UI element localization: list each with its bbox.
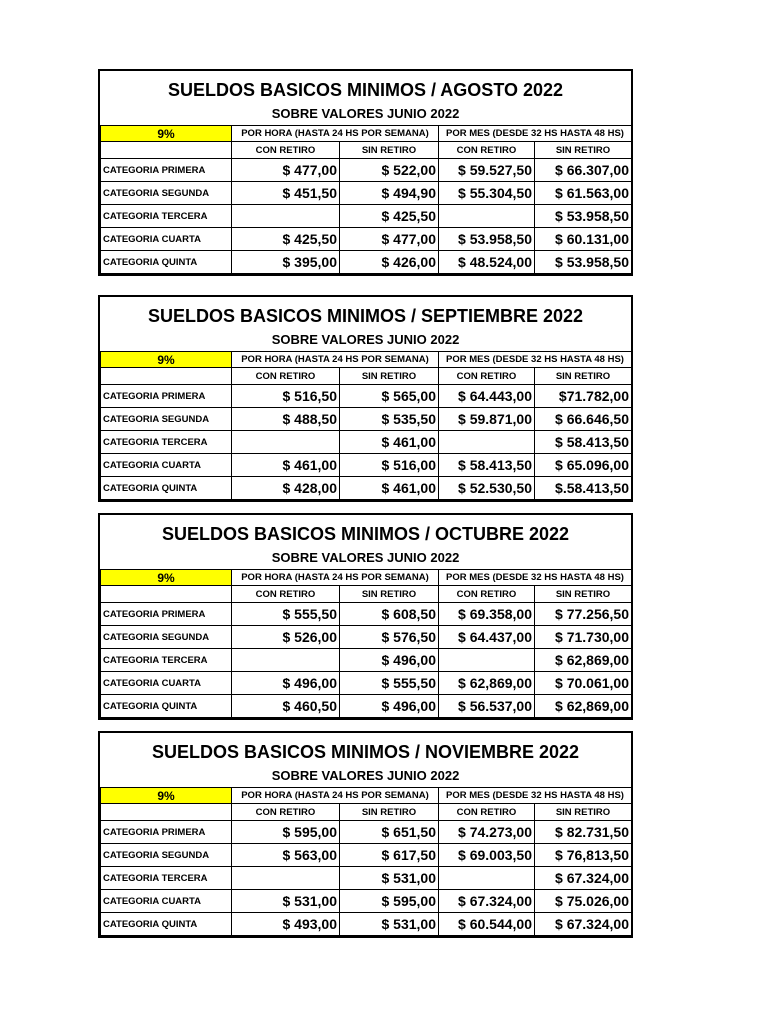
empty-header-cell [101, 142, 232, 159]
subheader-cell: CON RETIRO [439, 142, 535, 159]
value-cell: $ 426,00 [340, 251, 439, 274]
salary-table [100, 125, 632, 274]
value-cell: $ 460,50 [232, 695, 340, 718]
value-cell: $ 496,00 [340, 695, 439, 718]
empty-header-cell [101, 804, 232, 821]
subheader-cell: SIN RETIRO [535, 142, 632, 159]
value-cell: $ 67.324,00 [439, 890, 535, 913]
percent-cell: 9% [101, 570, 232, 586]
table-row [101, 228, 632, 251]
category-cell: CATEGORIA SEGUNDA [101, 182, 232, 205]
value-cell: $ 69.003,50 [439, 844, 535, 867]
value-cell: $ 67.324,00 [535, 913, 632, 936]
salary-table [100, 351, 632, 500]
value-cell: $ 461,00 [232, 454, 340, 477]
value-cell: $ 451,50 [232, 182, 340, 205]
value-cell: $ 516,50 [232, 385, 340, 408]
header-monthly: POR MES (DESDE 32 HS HASTA 48 HS) [439, 126, 632, 142]
table-row [101, 205, 632, 228]
value-cell: $ 563,00 [232, 844, 340, 867]
value-cell: $ 488,50 [232, 408, 340, 431]
table-row [101, 603, 632, 626]
table-subtitle: SOBRE VALORES JUNIO 2022 [271, 106, 460, 121]
value-cell: $ 576,50 [340, 626, 439, 649]
value-cell: $ 60.544,00 [439, 913, 535, 936]
value-cell: $ 65.096,00 [535, 454, 632, 477]
category-cell: CATEGORIA QUINTA [101, 695, 232, 718]
subheader-cell: SIN RETIRO [535, 586, 632, 603]
value-cell: $ 535,50 [340, 408, 439, 431]
value-cell: $ 617,50 [340, 844, 439, 867]
value-cell: $71.782,00 [535, 385, 632, 408]
value-cell: $ 69.358,00 [439, 603, 535, 626]
empty-header-cell [101, 368, 232, 385]
table-row [101, 251, 632, 274]
value-cell: $ 61.563,00 [535, 182, 632, 205]
header-monthly: POR MES (DESDE 32 HS HASTA 48 HS) [439, 788, 632, 804]
value-cell: $ 82.731,50 [535, 821, 632, 844]
table-row [101, 385, 632, 408]
subheader-cell: SIN RETIRO [340, 142, 439, 159]
header-monthly: POR MES (DESDE 32 HS HASTA 48 HS) [439, 570, 632, 586]
table-title: SUELDOS BASICOS MINIMOS / OCTUBRE 2022 [161, 524, 570, 544]
value-cell [439, 867, 535, 890]
value-cell: $ 595,00 [232, 821, 340, 844]
header-hourly: POR HORA (HASTA 24 HS POR SEMANA) [232, 352, 439, 368]
category-cell: CATEGORIA PRIMERA [101, 821, 232, 844]
subheader-cell: SIN RETIRO [340, 368, 439, 385]
value-cell: $ 526,00 [232, 626, 340, 649]
value-cell: $ 531,00 [340, 913, 439, 936]
table-row [101, 182, 632, 205]
value-cell: $ 62,869,00 [535, 695, 632, 718]
category-cell: CATEGORIA CUARTA [101, 672, 232, 695]
value-cell: $ 58.413,50 [535, 431, 632, 454]
value-cell: $ 531,00 [340, 867, 439, 890]
value-cell: $ 76,813,50 [535, 844, 632, 867]
value-cell: $ 53.958,50 [535, 205, 632, 228]
value-cell: $ 477,00 [340, 228, 439, 251]
subheader-cell: SIN RETIRO [535, 804, 632, 821]
value-cell [439, 205, 535, 228]
value-cell: $ 496,00 [340, 649, 439, 672]
value-cell: $ 425,50 [340, 205, 439, 228]
value-cell: $ 55.304,50 [439, 182, 535, 205]
table-row [101, 844, 632, 867]
value-cell: $ 428,00 [232, 477, 340, 500]
value-cell: $ 59.871,00 [439, 408, 535, 431]
table-row [101, 431, 632, 454]
subheader-cell: CON RETIRO [232, 586, 340, 603]
value-cell: $ 395,00 [232, 251, 340, 274]
value-cell: $ 59.527,50 [439, 159, 535, 182]
value-cell: $ 555,50 [232, 603, 340, 626]
value-cell: $ 75.026,00 [535, 890, 632, 913]
value-cell [232, 649, 340, 672]
table-row [101, 695, 632, 718]
table-subtitle: SOBRE VALORES JUNIO 2022 [271, 768, 460, 783]
value-cell: $.58.413,50 [535, 477, 632, 500]
subheader-cell: CON RETIRO [232, 142, 340, 159]
table-row [101, 867, 632, 890]
value-cell: $ 74.273,00 [439, 821, 535, 844]
value-cell [232, 205, 340, 228]
category-cell: CATEGORIA PRIMERA [101, 603, 232, 626]
value-cell [439, 431, 535, 454]
value-cell [232, 867, 340, 890]
value-cell: $ 494,90 [340, 182, 439, 205]
table-row [101, 454, 632, 477]
category-cell: CATEGORIA PRIMERA [101, 159, 232, 182]
category-cell: CATEGORIA PRIMERA [101, 385, 232, 408]
subheader-cell: CON RETIRO [439, 368, 535, 385]
value-cell: $ 608,50 [340, 603, 439, 626]
value-cell: $ 477,00 [232, 159, 340, 182]
subheader-cell: CON RETIRO [439, 586, 535, 603]
category-cell: CATEGORIA SEGUNDA [101, 626, 232, 649]
table-row [101, 913, 632, 936]
salary-table [100, 787, 632, 936]
value-cell: $ 52.530,50 [439, 477, 535, 500]
salary-table-block [98, 731, 633, 938]
subheader-cell: SIN RETIRO [340, 804, 439, 821]
header-hourly: POR HORA (HASTA 24 HS POR SEMANA) [232, 570, 439, 586]
salary-table-block [98, 513, 633, 720]
subheader-cell: SIN RETIRO [340, 586, 439, 603]
category-cell: CATEGORIA TERCERA [101, 431, 232, 454]
salary-table-block [98, 295, 633, 502]
category-cell: CATEGORIA SEGUNDA [101, 408, 232, 431]
table-title: SUELDOS BASICOS MINIMOS / NOVIEMBRE 2022 [151, 742, 580, 762]
category-cell: CATEGORIA CUARTA [101, 890, 232, 913]
salary-table [100, 569, 632, 718]
value-cell: $ 496,00 [232, 672, 340, 695]
value-cell [439, 649, 535, 672]
category-cell: CATEGORIA CUARTA [101, 228, 232, 251]
salary-table-block [98, 69, 633, 276]
value-cell: $ 522,00 [340, 159, 439, 182]
value-cell: $ 58.413,50 [439, 454, 535, 477]
table-row [101, 159, 632, 182]
value-cell: $ 60.131,00 [535, 228, 632, 251]
value-cell: $ 71.730,00 [535, 626, 632, 649]
value-cell: $ 66.646,50 [535, 408, 632, 431]
value-cell: $ 77.256,50 [535, 603, 632, 626]
value-cell: $ 595,00 [340, 890, 439, 913]
subheader-cell: CON RETIRO [232, 368, 340, 385]
category-cell: CATEGORIA TERCERA [101, 649, 232, 672]
header-hourly: POR HORA (HASTA 24 HS POR SEMANA) [232, 126, 439, 142]
value-cell: $ 62,869,00 [535, 649, 632, 672]
category-cell: CATEGORIA TERCERA [101, 867, 232, 890]
value-cell: $ 53.958,50 [535, 251, 632, 274]
table-title: SUELDOS BASICOS MINIMOS / SEPTIEMBRE 2022 [147, 306, 584, 326]
value-cell: $ 531,00 [232, 890, 340, 913]
category-cell: CATEGORIA QUINTA [101, 477, 232, 500]
value-cell: $ 53.958,50 [439, 228, 535, 251]
category-cell: CATEGORIA SEGUNDA [101, 844, 232, 867]
subheader-cell: CON RETIRO [232, 804, 340, 821]
value-cell: $ 67.324,00 [535, 867, 632, 890]
percent-cell: 9% [101, 788, 232, 804]
subheader-cell: CON RETIRO [439, 804, 535, 821]
table-row [101, 477, 632, 500]
value-cell: $ 651,50 [340, 821, 439, 844]
header-monthly: POR MES (DESDE 32 HS HASTA 48 HS) [439, 352, 632, 368]
value-cell: $ 555,50 [340, 672, 439, 695]
value-cell: $ 66.307,00 [535, 159, 632, 182]
category-cell: CATEGORIA QUINTA [101, 913, 232, 936]
category-cell: CATEGORIA QUINTA [101, 251, 232, 274]
percent-cell: 9% [101, 352, 232, 368]
table-row [101, 821, 632, 844]
table-title: SUELDOS BASICOS MINIMOS / AGOSTO 2022 [167, 80, 564, 100]
value-cell: $ 56.537,00 [439, 695, 535, 718]
value-cell: $ 48.524,00 [439, 251, 535, 274]
table-row [101, 672, 632, 695]
value-cell: $ 64.437,00 [439, 626, 535, 649]
value-cell: $ 64.443,00 [439, 385, 535, 408]
value-cell: $ 493,00 [232, 913, 340, 936]
value-cell: $ 565,00 [340, 385, 439, 408]
table-subtitle: SOBRE VALORES JUNIO 2022 [271, 550, 460, 565]
table-row [101, 890, 632, 913]
value-cell: $ 425,50 [232, 228, 340, 251]
category-cell: CATEGORIA CUARTA [101, 454, 232, 477]
table-subtitle: SOBRE VALORES JUNIO 2022 [271, 332, 460, 347]
table-row [101, 626, 632, 649]
category-cell: CATEGORIA TERCERA [101, 205, 232, 228]
subheader-cell: SIN RETIRO [535, 368, 632, 385]
value-cell: $ 461,00 [340, 477, 439, 500]
table-row [101, 408, 632, 431]
value-cell: $ 461,00 [340, 431, 439, 454]
value-cell: $ 70.061,00 [535, 672, 632, 695]
header-hourly: POR HORA (HASTA 24 HS POR SEMANA) [232, 788, 439, 804]
value-cell: $ 62,869,00 [439, 672, 535, 695]
value-cell [232, 431, 340, 454]
table-row [101, 649, 632, 672]
empty-header-cell [101, 586, 232, 603]
percent-cell: 9% [101, 126, 232, 142]
value-cell: $ 516,00 [340, 454, 439, 477]
